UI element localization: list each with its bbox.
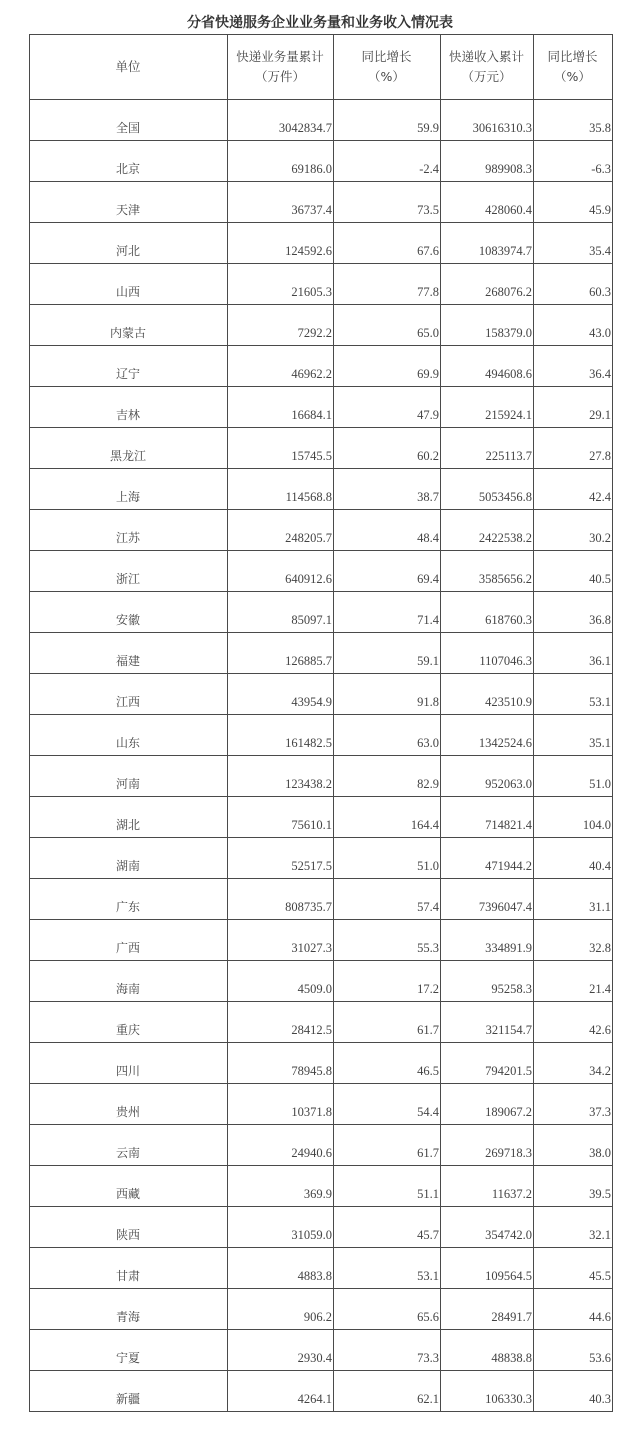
row-revenue-cell: 428060.4 [441, 182, 534, 223]
row-revenue-growth-cell: 37.3 [534, 1084, 613, 1125]
row-volume-growth-cell: 38.7 [334, 469, 441, 510]
row-volume-cell: 78945.8 [228, 1043, 334, 1084]
table-row [30, 182, 613, 223]
row-volume-growth-cell: 59.9 [334, 100, 441, 141]
row-volume-cell: 4883.8 [228, 1248, 334, 1289]
row-revenue-growth-cell: 35.4 [534, 223, 613, 264]
header-revenue-label: 快递收入累计 [448, 49, 524, 64]
row-volume-cell: 3042834.7 [228, 100, 334, 141]
row-name-cell: 宁夏 [30, 1330, 228, 1371]
row-volume-growth-cell: 65.6 [334, 1289, 441, 1330]
row-revenue-cell: 109564.5 [441, 1248, 534, 1289]
row-volume-cell: 7292.2 [228, 305, 334, 346]
row-name-cell: 北京 [30, 141, 228, 182]
table-row [30, 1330, 613, 1371]
row-revenue-cell: 714821.4 [441, 797, 534, 838]
row-revenue-growth-cell: 44.6 [534, 1289, 613, 1330]
express-stats-table [29, 34, 613, 1412]
row-revenue-growth-cell: 53.1 [534, 674, 613, 715]
row-volume-cell: 75610.1 [228, 797, 334, 838]
row-volume-growth-cell: 164.4 [334, 797, 441, 838]
row-name-cell: 四川 [30, 1043, 228, 1084]
row-revenue-cell: 471944.2 [441, 838, 534, 879]
row-revenue-growth-cell: 36.1 [534, 633, 613, 674]
row-name-cell: 安徽 [30, 592, 228, 633]
table-row [30, 387, 613, 428]
header-volume-unit: （万件） [254, 69, 305, 84]
row-revenue-growth-cell: 104.0 [534, 797, 613, 838]
row-volume-growth-cell: 51.1 [334, 1166, 441, 1207]
table-body [30, 100, 613, 1412]
table-row [30, 838, 613, 879]
row-revenue-growth-cell: 31.1 [534, 879, 613, 920]
table-row [30, 1043, 613, 1084]
row-revenue-growth-cell: -6.3 [534, 141, 613, 182]
header-unit [30, 35, 228, 100]
header-revenue [441, 35, 534, 100]
row-revenue-cell: 269718.3 [441, 1125, 534, 1166]
row-revenue-cell: 11637.2 [441, 1166, 534, 1207]
row-name-cell: 吉林 [30, 387, 228, 428]
row-volume-cell: 36737.4 [228, 182, 334, 223]
header-volume-growth [334, 35, 441, 100]
row-revenue-growth-cell: 40.3 [534, 1371, 613, 1412]
row-revenue-growth-cell: 27.8 [534, 428, 613, 469]
row-name-cell: 河北 [30, 223, 228, 264]
row-revenue-cell: 28491.7 [441, 1289, 534, 1330]
row-volume-growth-cell: 51.0 [334, 838, 441, 879]
table-title: 分省快递服务企业业务量和业务收入情况表 [187, 15, 453, 31]
row-volume-growth-cell: 71.4 [334, 592, 441, 633]
row-revenue-growth-cell: 45.5 [534, 1248, 613, 1289]
row-revenue-cell: 354742.0 [441, 1207, 534, 1248]
row-name-cell: 湖南 [30, 838, 228, 879]
row-revenue-cell: 268076.2 [441, 264, 534, 305]
row-volume-cell: 4264.1 [228, 1371, 334, 1412]
row-volume-cell: 369.9 [228, 1166, 334, 1207]
row-volume-growth-cell: 73.5 [334, 182, 441, 223]
row-name-cell: 江西 [30, 674, 228, 715]
header-revenue-growth-label: 同比增长 [547, 49, 598, 64]
row-volume-growth-cell: 73.3 [334, 1330, 441, 1371]
row-volume-growth-cell: 65.0 [334, 305, 441, 346]
header-volume-label: 快递业务量累计 [236, 49, 324, 64]
row-revenue-growth-cell: 32.1 [534, 1207, 613, 1248]
row-volume-growth-cell: 17.2 [334, 961, 441, 1002]
row-revenue-growth-cell: 34.2 [534, 1043, 613, 1084]
row-volume-growth-cell: 91.8 [334, 674, 441, 715]
row-name-cell: 青海 [30, 1289, 228, 1330]
row-name-cell: 陕西 [30, 1207, 228, 1248]
row-name-cell: 天津 [30, 182, 228, 223]
row-volume-cell: 248205.7 [228, 510, 334, 551]
table-row [30, 1371, 613, 1412]
row-name-cell: 广西 [30, 920, 228, 961]
table-row [30, 1289, 613, 1330]
row-name-cell: 山东 [30, 715, 228, 756]
row-volume-growth-cell: 59.1 [334, 633, 441, 674]
row-revenue-cell: 321154.7 [441, 1002, 534, 1043]
row-revenue-growth-cell: 32.8 [534, 920, 613, 961]
row-volume-cell: 31059.0 [228, 1207, 334, 1248]
row-revenue-growth-cell: 29.1 [534, 387, 613, 428]
row-revenue-cell: 1083974.7 [441, 223, 534, 264]
row-name-cell: 贵州 [30, 1084, 228, 1125]
table-row [30, 1248, 613, 1289]
row-revenue-cell: 334891.9 [441, 920, 534, 961]
row-revenue-cell: 1107046.3 [441, 633, 534, 674]
row-revenue-growth-cell: 36.4 [534, 346, 613, 387]
row-name-cell: 湖北 [30, 797, 228, 838]
row-volume-growth-cell: 53.1 [334, 1248, 441, 1289]
row-volume-growth-cell: -2.4 [334, 141, 441, 182]
row-volume-growth-cell: 77.8 [334, 264, 441, 305]
table-row [30, 428, 613, 469]
row-volume-cell: 126885.7 [228, 633, 334, 674]
row-revenue-growth-cell: 43.0 [534, 305, 613, 346]
row-revenue-cell: 618760.3 [441, 592, 534, 633]
row-revenue-growth-cell: 42.4 [534, 469, 613, 510]
table-row [30, 592, 613, 633]
row-volume-cell: 123438.2 [228, 756, 334, 797]
row-revenue-growth-cell: 40.4 [534, 838, 613, 879]
header-volume-growth-label: 同比增长 [361, 49, 412, 64]
row-revenue-growth-cell: 45.9 [534, 182, 613, 223]
row-revenue-cell: 2422538.2 [441, 510, 534, 551]
row-revenue-cell: 48838.8 [441, 1330, 534, 1371]
row-volume-growth-cell: 54.4 [334, 1084, 441, 1125]
table-row [30, 674, 613, 715]
row-revenue-growth-cell: 39.5 [534, 1166, 613, 1207]
row-revenue-cell: 215924.1 [441, 387, 534, 428]
table-row [30, 1125, 613, 1166]
row-volume-cell: 46962.2 [228, 346, 334, 387]
table-row [30, 1166, 613, 1207]
table-row [30, 510, 613, 551]
row-revenue-cell: 30616310.3 [441, 100, 534, 141]
header-volume [228, 35, 334, 100]
row-volume-cell: 21605.3 [228, 264, 334, 305]
row-revenue-cell: 189067.2 [441, 1084, 534, 1125]
table-row [30, 879, 613, 920]
row-volume-growth-cell: 46.5 [334, 1043, 441, 1084]
table-row [30, 346, 613, 387]
row-name-cell: 江苏 [30, 510, 228, 551]
table-row [30, 141, 613, 182]
row-volume-cell: 2930.4 [228, 1330, 334, 1371]
table-row [30, 100, 613, 141]
header-volume-growth-unit: （%） [368, 69, 405, 84]
table-row [30, 1084, 613, 1125]
row-revenue-cell: 7396047.4 [441, 879, 534, 920]
row-name-cell: 山西 [30, 264, 228, 305]
row-revenue-growth-cell: 42.6 [534, 1002, 613, 1043]
row-volume-cell: 808735.7 [228, 879, 334, 920]
row-volume-growth-cell: 45.7 [334, 1207, 441, 1248]
row-revenue-cell: 794201.5 [441, 1043, 534, 1084]
row-volume-growth-cell: 57.4 [334, 879, 441, 920]
row-volume-cell: 24940.6 [228, 1125, 334, 1166]
row-name-cell: 浙江 [30, 551, 228, 592]
row-volume-cell: 52517.5 [228, 838, 334, 879]
row-name-cell: 海南 [30, 961, 228, 1002]
row-name-cell: 西藏 [30, 1166, 228, 1207]
row-volume-cell: 114568.8 [228, 469, 334, 510]
row-revenue-growth-cell: 21.4 [534, 961, 613, 1002]
table-row [30, 961, 613, 1002]
row-name-cell: 甘肃 [30, 1248, 228, 1289]
row-volume-growth-cell: 69.9 [334, 346, 441, 387]
row-volume-growth-cell: 61.7 [334, 1125, 441, 1166]
table-row [30, 305, 613, 346]
row-revenue-cell: 989908.3 [441, 141, 534, 182]
row-volume-growth-cell: 82.9 [334, 756, 441, 797]
table-row [30, 469, 613, 510]
row-volume-cell: 4509.0 [228, 961, 334, 1002]
row-name-cell: 河南 [30, 756, 228, 797]
row-revenue-cell: 1342524.6 [441, 715, 534, 756]
row-revenue-growth-cell: 30.2 [534, 510, 613, 551]
row-revenue-cell: 225113.7 [441, 428, 534, 469]
row-volume-growth-cell: 48.4 [334, 510, 441, 551]
table-row [30, 920, 613, 961]
row-volume-cell: 85097.1 [228, 592, 334, 633]
row-volume-growth-cell: 62.1 [334, 1371, 441, 1412]
row-name-cell: 内蒙古 [30, 305, 228, 346]
table-row [30, 797, 613, 838]
table-row [30, 551, 613, 592]
header-revenue-growth-unit: （%） [554, 69, 591, 84]
row-volume-cell: 28412.5 [228, 1002, 334, 1043]
row-volume-growth-cell: 61.7 [334, 1002, 441, 1043]
row-revenue-cell: 106330.3 [441, 1371, 534, 1412]
row-volume-cell: 31027.3 [228, 920, 334, 961]
row-revenue-cell: 158379.0 [441, 305, 534, 346]
row-volume-cell: 124592.6 [228, 223, 334, 264]
row-volume-growth-cell: 69.4 [334, 551, 441, 592]
row-volume-growth-cell: 47.9 [334, 387, 441, 428]
row-revenue-cell: 952063.0 [441, 756, 534, 797]
row-volume-cell: 43954.9 [228, 674, 334, 715]
row-volume-cell: 10371.8 [228, 1084, 334, 1125]
row-name-cell: 辽宁 [30, 346, 228, 387]
row-revenue-growth-cell: 38.0 [534, 1125, 613, 1166]
row-revenue-growth-cell: 35.8 [534, 100, 613, 141]
row-name-cell: 云南 [30, 1125, 228, 1166]
row-volume-growth-cell: 60.2 [334, 428, 441, 469]
row-name-cell: 黑龙江 [30, 428, 228, 469]
row-name-cell: 上海 [30, 469, 228, 510]
row-revenue-growth-cell: 60.3 [534, 264, 613, 305]
row-revenue-cell: 494608.6 [441, 346, 534, 387]
row-name-cell: 福建 [30, 633, 228, 674]
table-row [30, 1002, 613, 1043]
row-revenue-growth-cell: 53.6 [534, 1330, 613, 1371]
row-volume-cell: 906.2 [228, 1289, 334, 1330]
header-revenue-growth [534, 35, 613, 100]
row-volume-cell: 16684.1 [228, 387, 334, 428]
row-revenue-cell: 3585656.2 [441, 551, 534, 592]
row-revenue-growth-cell: 51.0 [534, 756, 613, 797]
table-row [30, 1207, 613, 1248]
row-revenue-growth-cell: 35.1 [534, 715, 613, 756]
row-revenue-cell: 95258.3 [441, 961, 534, 1002]
row-volume-cell: 161482.5 [228, 715, 334, 756]
header-unit-label: 单位 [115, 59, 141, 74]
table-header [30, 35, 613, 100]
row-name-cell: 全国 [30, 100, 228, 141]
row-volume-cell: 640912.6 [228, 551, 334, 592]
row-volume-growth-cell: 63.0 [334, 715, 441, 756]
table-row [30, 633, 613, 674]
header-revenue-unit: （万元） [461, 69, 512, 84]
row-name-cell: 新疆 [30, 1371, 228, 1412]
table-row [30, 715, 613, 756]
row-volume-cell: 69186.0 [228, 141, 334, 182]
table-row [30, 756, 613, 797]
row-name-cell: 重庆 [30, 1002, 228, 1043]
row-volume-cell: 15745.5 [228, 428, 334, 469]
row-name-cell: 广东 [30, 879, 228, 920]
table-row [30, 223, 613, 264]
row-revenue-cell: 5053456.8 [441, 469, 534, 510]
row-revenue-growth-cell: 36.8 [534, 592, 613, 633]
table-row [30, 264, 613, 305]
header-row [30, 35, 613, 100]
row-revenue-growth-cell: 40.5 [534, 551, 613, 592]
row-volume-growth-cell: 67.6 [334, 223, 441, 264]
row-revenue-cell: 423510.9 [441, 674, 534, 715]
row-volume-growth-cell: 55.3 [334, 920, 441, 961]
